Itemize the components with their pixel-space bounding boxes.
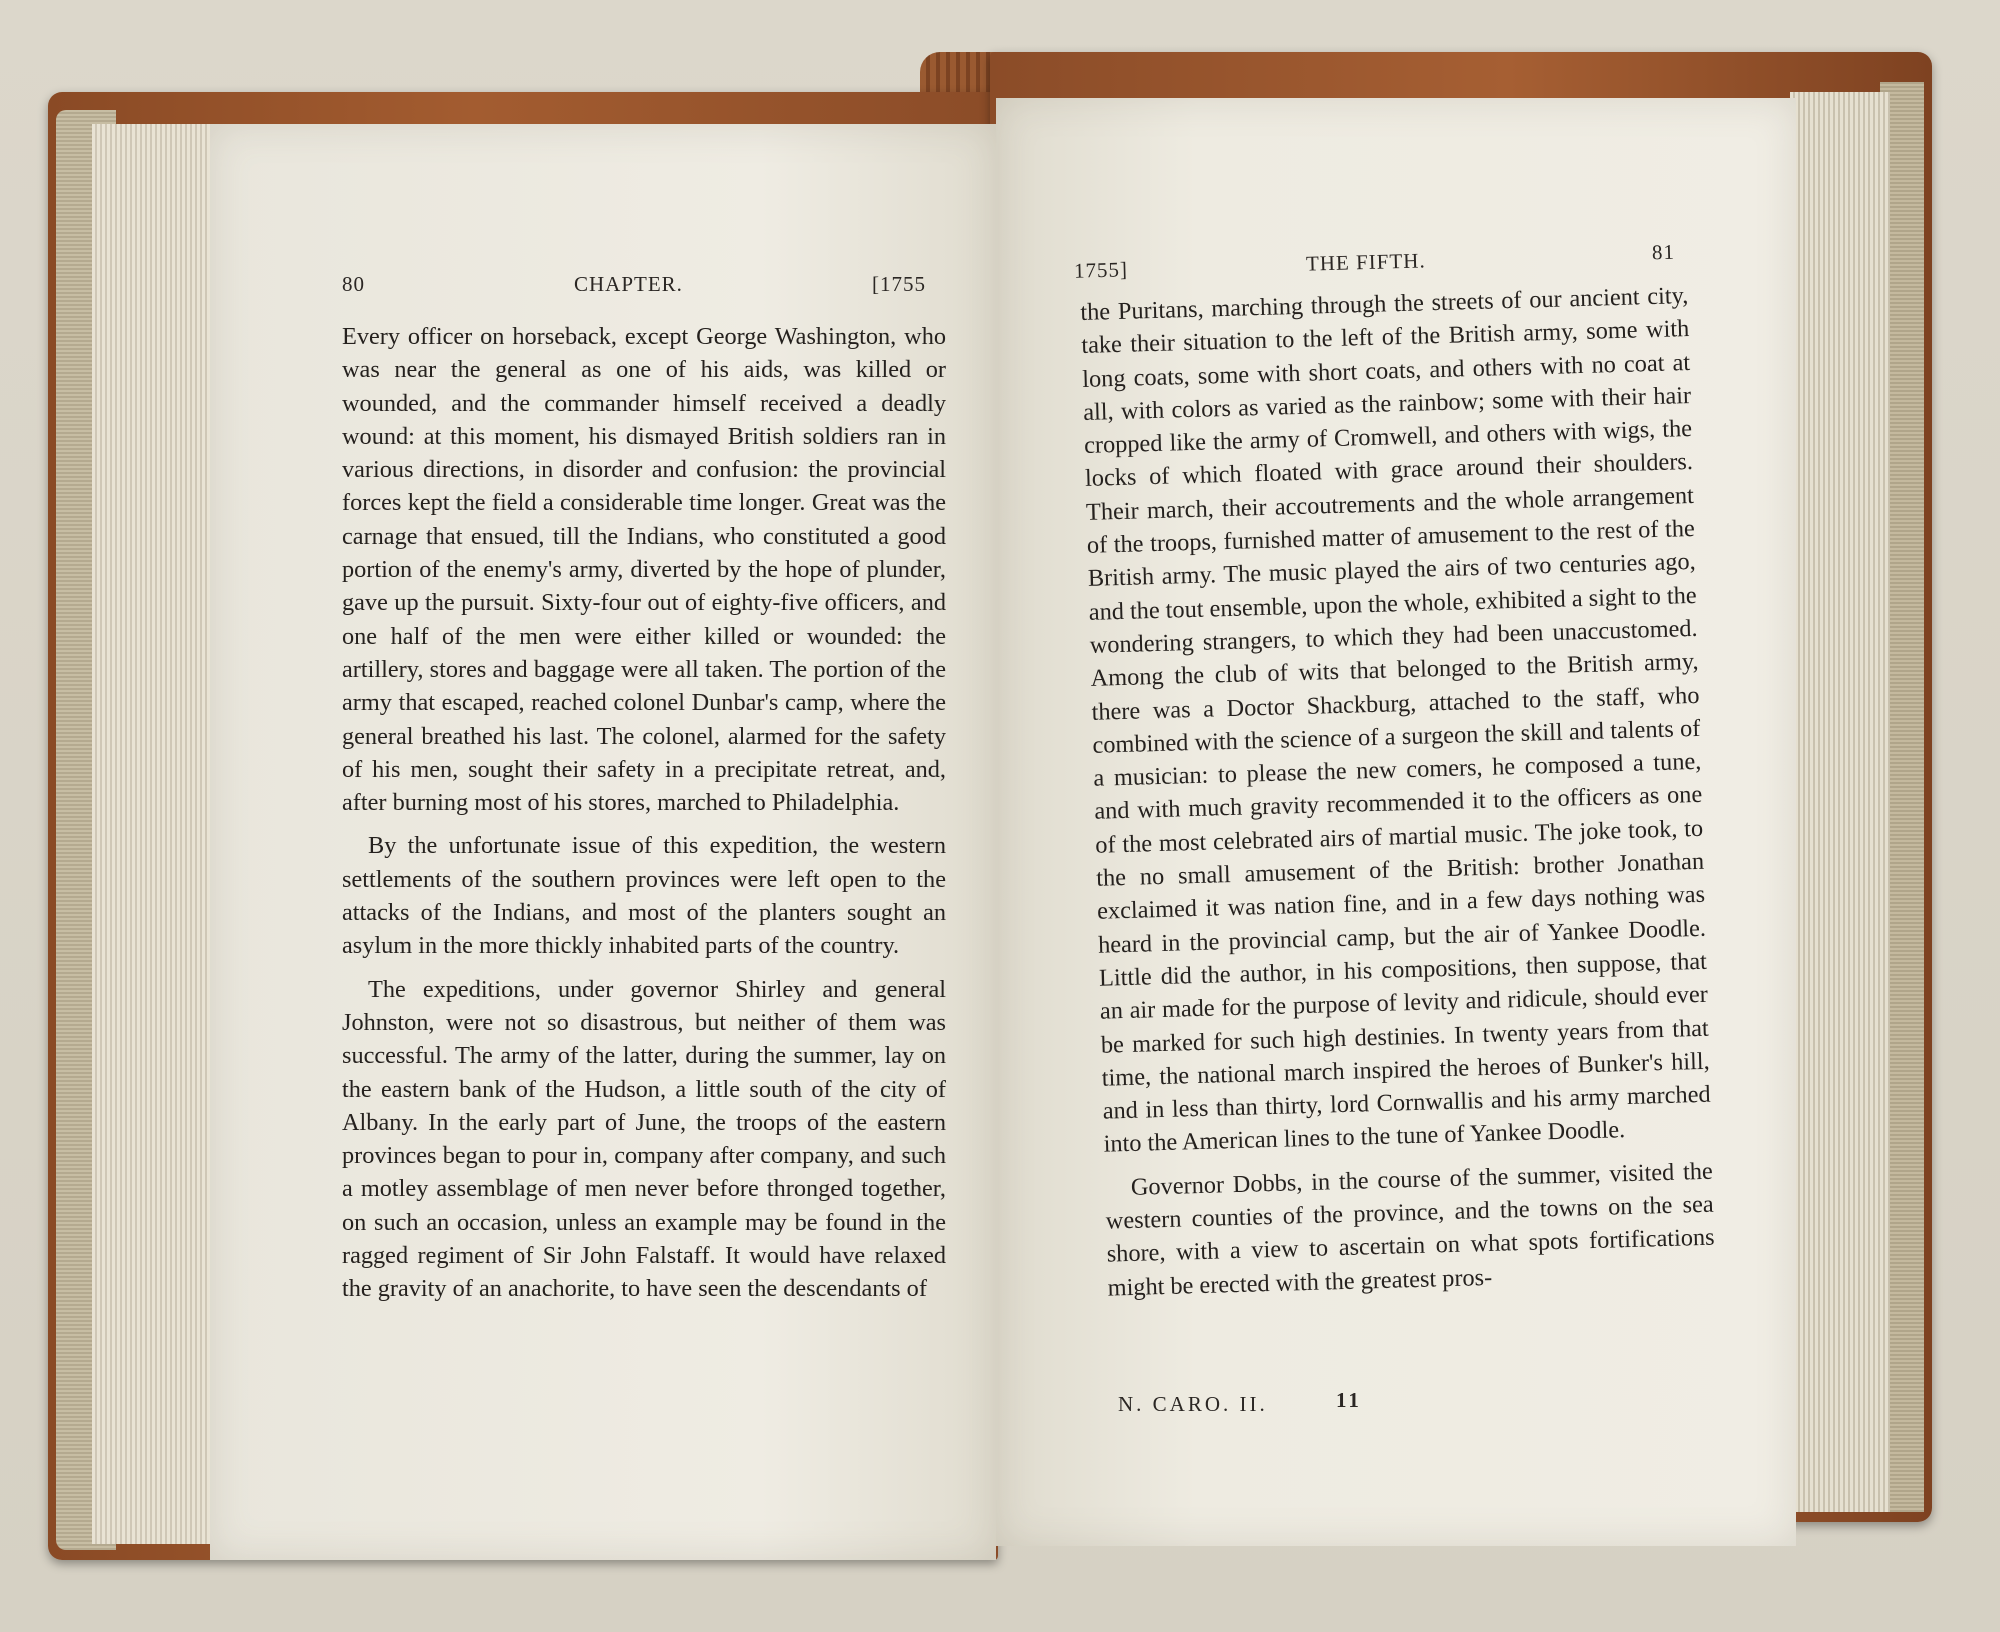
left-page-text <box>342 320 946 1306</box>
right-paragraph-1: the Puritans, marching through the streets of our ancient city, take their situation to the left of the British army, some with long coats, some with short coats, and others with no coat at all, with colors as varied as the rainbow; some with their hair cropped like the army of Cromwell, and others with wigs, the locks of which floated with grace around their shoulders. Their march, their accoutrements and the whole arrangement of the troops, furnished matter of amusement to the rest of the British army. The music played the airs of two centuries ago, and the tout ensemble, upon the whole, exhibited a sight to the wondering strangers, to which they had been unaccustomed. Among the club of wits that belonged to the British army, there was a Doctor Shackburg, attached to the staff, who combined with the science of a surgeon the skill and talents of a musician: to please the new comers, he composed a tune, and with much gravity recommended it to the officers as one of the most celebrated airs of martial music. The joke took, to the no small amusement of the British: brother Jonathan exclaimed it was nation fine, and in a few days nothing was heard in the provincial camp, but the air of Yankee Doodle. Little did the author, in his compositions, then suppose, that an air made for the purpose of levity and ridicule, should ever be marked for such high destinies. In twenty years from that time, the national march inspired the heroes of Bunker's hill, and in less than thirty, lord Cornwallis and his army marched into the American lines to the tune of Yankee Doodle. <box>1080 282 1711 1159</box>
signature-mark: N. CARO. II. <box>1118 1392 1268 1416</box>
left-running-title: CHAPTER. <box>574 272 683 296</box>
left-page-number: 80 <box>342 272 365 296</box>
right-page-number: 81 <box>1651 239 1676 265</box>
left-paragraph-3: The expeditions, under governor Shirley and general Johnston, were not so disastrous, but neither of them was successful. The army of the latter, during the summer, lay on the eastern bank of the Hudson, a little south of the city of Albany. In the early part of June, the troops of the eastern provinces began to pour in, company after company, and such a motley assemblage of men never before thronged together, on such an occasion, unless an example may be found in the ragged regiment of Sir John Falstaff. It would have relaxed the gravity of an anachorite, to have seen the descendants of <box>342 975 946 1303</box>
right-page-text <box>1080 279 1716 1304</box>
left-header-year: [1755 <box>872 272 926 296</box>
left-page-edges <box>92 124 212 1544</box>
right-running-title: THE FIFTH. <box>1305 248 1426 276</box>
right-paragraph-2: Governor Dobbs, in the course of the summer, visited the western counties of the province, and the towns on the sea shore, with a view to ascertain on what spots fortifications might be erected with the greatest pros- <box>1105 1157 1715 1302</box>
right-page-edges <box>1790 92 1890 1512</box>
sheet-number: 11 <box>1336 1388 1362 1412</box>
right-header-year: 1755] <box>1073 257 1129 283</box>
left-paragraph-2: By the unfortunate issue of this expedition, the western settlements of the southern provinces were left open to the attacks of the Indians, and most of the planters sought an asylum in the more thickly inhabited parts of the country. <box>342 832 946 960</box>
left-paragraph-1: Every officer on horseback, except George Washington, who was near the general as one of his aids, was killed or wounded, and the commander himself received a deadly wound: at this moment, his dismayed British soldiers ran in various directions, in disorder and confusion: the provincial forces kept the field a considerable time longer. Great was the carnage that ensued, till the Indians, who constituted a good portion of the enemy's army, diverted by the hope of plunder, gave up the pursuit. Sixty-four out of eighty-five officers, and one half of the men were either killed or wounded: the artillery, stores and baggage were all taken. The portion of the army that escaped, reached colonel Dunbar's camp, where the general breathed his last. The colonel, alarmed for the safety of his men, sought their safety in a precipitate retreat, and, after burning most of his stores, marched to Philadelphia. <box>342 323 946 817</box>
